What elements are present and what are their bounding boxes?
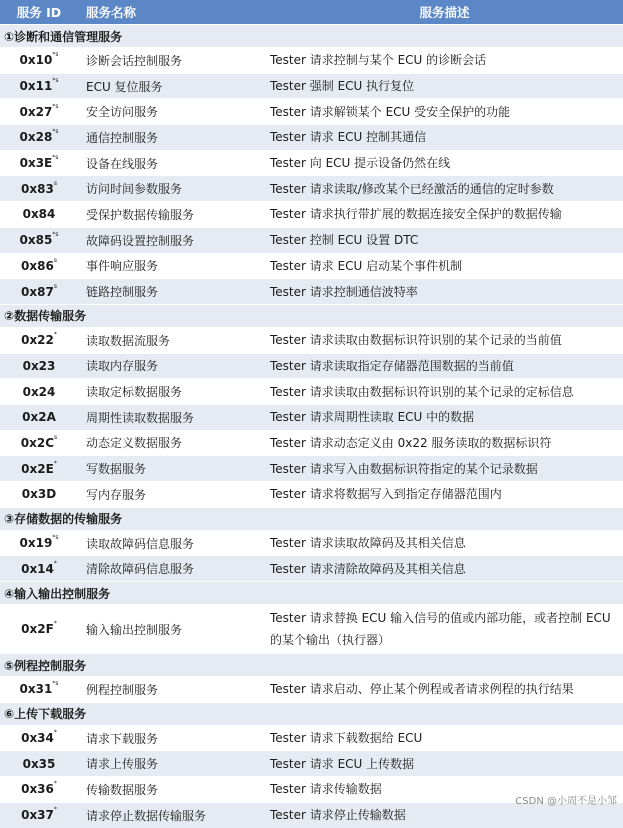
- section-title: ②数据传输服务: [0, 304, 623, 327]
- service-id-cell: [0, 802, 78, 827]
- table-row: [0, 456, 623, 482]
- service-id-cell: [0, 227, 78, 253]
- service-description: Tester 请求 ECU 启动某个事件机制: [266, 253, 623, 279]
- service-id-marker: s: [53, 179, 57, 187]
- service-description: Tester 请求读取/修改某个已经激活的通信的定时参数: [266, 176, 623, 202]
- service-id-marker: s: [53, 282, 57, 290]
- table-row: [0, 530, 623, 556]
- service-id-cell: [0, 456, 78, 482]
- service-description: Tester 请求读取由数据标识符识别的某个记录的定标信息: [266, 379, 623, 405]
- service-id-cell: [0, 279, 78, 305]
- service-name: 安全访问服务: [78, 99, 266, 125]
- header-service-id: 服务 ID: [0, 0, 78, 25]
- service-description: Tester 请求下载数据给 ECU: [266, 725, 623, 751]
- table-row: [0, 353, 623, 379]
- service-description: Tester 请求控制通信波特率: [266, 279, 623, 305]
- table-row: [0, 327, 623, 353]
- service-name: 通信控制服务: [78, 125, 266, 151]
- service-name: 请求停止数据传输服务: [78, 802, 266, 827]
- table-row: [0, 751, 623, 777]
- service-description: Tester 向 ECU 提示设备仍然在线: [266, 150, 623, 176]
- service-id: 0x34: [21, 731, 54, 746]
- section-title: ⑤例程控制服务: [0, 654, 623, 677]
- service-id-cell: [0, 202, 78, 228]
- service-name: 故障码设置控制服务: [78, 227, 266, 253]
- service-id-marker: *s: [52, 128, 59, 136]
- table-row: [0, 556, 623, 582]
- service-id: 0x2E: [21, 461, 54, 476]
- service-description: Tester 请求将数据写入到指定存储器范围内: [266, 482, 623, 508]
- table-row: [0, 605, 623, 654]
- service-id: 0x85: [19, 233, 53, 248]
- service-id: 0x24: [22, 384, 56, 399]
- service-id-cell: [0, 379, 78, 405]
- service-description: Tester 强制 ECU 执行复位: [266, 73, 623, 99]
- service-id: 0x11: [19, 79, 53, 94]
- table-row: [0, 150, 623, 176]
- service-id: 0x28: [19, 130, 53, 145]
- service-description: Tester 控制 ECU 设置 DTC: [266, 227, 623, 253]
- service-id: 0x22: [21, 333, 54, 348]
- service-id: 0x87: [21, 284, 54, 299]
- service-description: Tester 请求读取指定存储器范围数据的当前值: [266, 353, 623, 379]
- table-row: [0, 73, 623, 99]
- table-row: [0, 677, 623, 703]
- watermark: CSDN @小周不是小邹: [515, 796, 617, 807]
- service-name: 链路控制服务: [78, 279, 266, 305]
- service-description: Tester 请求启动、停止某个例程或者请求例程的执行结果: [266, 677, 623, 703]
- service-id: 0x35: [22, 756, 56, 771]
- service-name: 事件响应服务: [78, 253, 266, 279]
- section-row: [0, 582, 623, 605]
- service-id-marker: *: [53, 559, 57, 567]
- section-row: [0, 507, 623, 530]
- table-row: [0, 253, 623, 279]
- table-row: [0, 125, 623, 151]
- service-name: 读取内存服务: [78, 353, 266, 379]
- service-name: 诊断会话控制服务: [78, 48, 266, 74]
- table-row: [0, 279, 623, 305]
- service-id: 0x31: [19, 682, 53, 697]
- service-name: 请求下载服务: [78, 725, 266, 751]
- service-id-cell: [0, 404, 78, 430]
- section-title: ③存储数据的传输服务: [0, 507, 623, 530]
- service-id-marker: *s: [52, 534, 59, 542]
- service-id-cell: [0, 777, 78, 803]
- service-description: Tester 请求停止传输数据: [266, 802, 623, 827]
- service-id-cell: [0, 176, 78, 202]
- service-name: 周期性读取数据服务: [78, 404, 266, 430]
- table-row: [0, 227, 623, 253]
- header-service-description: 服务描述: [266, 0, 623, 25]
- service-id-cell: [0, 605, 78, 654]
- service-id-cell: [0, 73, 78, 99]
- table-row: [0, 48, 623, 74]
- service-id-cell: [0, 253, 78, 279]
- service-id-cell: [0, 530, 78, 556]
- table-row: [0, 725, 623, 751]
- service-description: Tester 请求写入由数据标识符指定的某个记录数据: [266, 456, 623, 482]
- service-id-marker: *: [53, 620, 57, 628]
- service-id-marker: *s: [52, 102, 59, 110]
- service-id: 0x36: [21, 782, 54, 797]
- service-id-marker: *: [53, 729, 57, 737]
- service-id-marker: *: [53, 459, 57, 467]
- section-row: [0, 654, 623, 677]
- service-id-cell: [0, 327, 78, 353]
- service-name: ECU 复位服务: [78, 73, 266, 99]
- service-name: 清除故障码信息服务: [78, 556, 266, 582]
- section-title: ④输入输出控制服务: [0, 582, 623, 605]
- service-id-marker: *s: [52, 231, 59, 239]
- service-name: 读取数据流服务: [78, 327, 266, 353]
- section-row: [0, 25, 623, 48]
- service-id: 0x83: [21, 181, 54, 196]
- service-id-marker: s: [54, 433, 58, 441]
- service-description: Tester 请求读取由数据标识符识别的某个记录的当前值: [266, 327, 623, 353]
- service-description: Tester 请求替换 ECU 输入信号的值或内部功能，或者控制 ECU 的某个输出（执行器）: [266, 605, 623, 654]
- service-id: 0x23: [22, 358, 56, 373]
- service-id: 0x3E: [19, 156, 53, 171]
- service-description: Tester 请求解锁某个 ECU 受安全保护的功能: [266, 99, 623, 125]
- service-id: 0x84: [22, 207, 56, 222]
- service-name: 动态定义数据服务: [78, 430, 266, 456]
- service-id-cell: [0, 482, 78, 508]
- section-title: ①诊断和通信管理服务: [0, 25, 623, 48]
- service-description: Tester 请求周期性读取 ECU 中的数据: [266, 404, 623, 430]
- service-name: 写数据服务: [78, 456, 266, 482]
- service-description: Tester 请求动态定义由 0x22 服务读取的数据标识符: [266, 430, 623, 456]
- service-description: Tester 请求清除故障码及其相关信息: [266, 556, 623, 582]
- service-name: 输入输出控制服务: [78, 605, 266, 654]
- service-id: 0x37: [21, 808, 54, 823]
- service-id: 0x2F: [21, 622, 54, 637]
- service-id: 0x3D: [21, 487, 57, 502]
- table-body: [0, 25, 623, 828]
- service-id-cell: [0, 677, 78, 703]
- service-id-marker: s: [53, 256, 57, 264]
- service-description: Tester 请求读取故障码及其相关信息: [266, 530, 623, 556]
- service-id-cell: [0, 725, 78, 751]
- service-id-cell: [0, 48, 78, 74]
- service-id-marker: *s: [52, 154, 59, 162]
- service-description: Tester 请求传输数据: [266, 777, 623, 803]
- service-name: 传输数据服务: [78, 777, 266, 803]
- service-id-cell: [0, 125, 78, 151]
- service-id: 0x19: [19, 536, 53, 551]
- table-row: [0, 482, 623, 508]
- service-name: 设备在线服务: [78, 150, 266, 176]
- service-id: 0x2A: [22, 410, 56, 425]
- service-id-cell: [0, 99, 78, 125]
- service-id: 0x10: [19, 53, 53, 68]
- service-name: 请求上传服务: [78, 751, 266, 777]
- section-row: [0, 304, 623, 327]
- service-id-marker: *s: [52, 680, 59, 688]
- service-name: 受保护数据传输服务: [78, 202, 266, 228]
- service-id-marker: *s: [52, 77, 59, 85]
- service-id-cell: [0, 353, 78, 379]
- service-id: 0x2C: [20, 435, 55, 450]
- table-row: [0, 404, 623, 430]
- service-id-marker: *s: [52, 51, 59, 59]
- section-row: [0, 702, 623, 725]
- service-id-cell: [0, 751, 78, 777]
- service-description: Tester 请求 ECU 控制其通信: [266, 125, 623, 151]
- service-name: 读取定标数据服务: [78, 379, 266, 405]
- service-description: Tester 请求执行带扩展的数据连接安全保护的数据传输: [266, 202, 623, 228]
- service-id-cell: [0, 430, 78, 456]
- service-description: Tester 请求控制与某个 ECU 的诊断会话: [266, 48, 623, 74]
- service-name: 访问时间参数服务: [78, 176, 266, 202]
- table-row: [0, 379, 623, 405]
- service-id-marker: *: [53, 780, 57, 788]
- service-id: 0x86: [21, 258, 54, 273]
- service-description: Tester 请求 ECU 上传数据: [266, 751, 623, 777]
- table-row: [0, 202, 623, 228]
- service-name: 写内存服务: [78, 482, 266, 508]
- service-id-cell: [0, 150, 78, 176]
- header-service-name: 服务名称: [78, 0, 266, 25]
- service-name: 读取故障码信息服务: [78, 530, 266, 556]
- service-id: 0x27: [19, 104, 53, 119]
- service-id-cell: [0, 556, 78, 582]
- service-name: 例程控制服务: [78, 677, 266, 703]
- service-id: 0x14: [21, 561, 54, 576]
- service-id-marker: *: [53, 331, 57, 339]
- service-id-marker: *: [53, 806, 57, 814]
- table-row: [0, 430, 623, 456]
- table-row: [0, 99, 623, 125]
- section-title: ⑥上传下载服务: [0, 702, 623, 725]
- table-row: [0, 176, 623, 202]
- table-header: [0, 0, 623, 25]
